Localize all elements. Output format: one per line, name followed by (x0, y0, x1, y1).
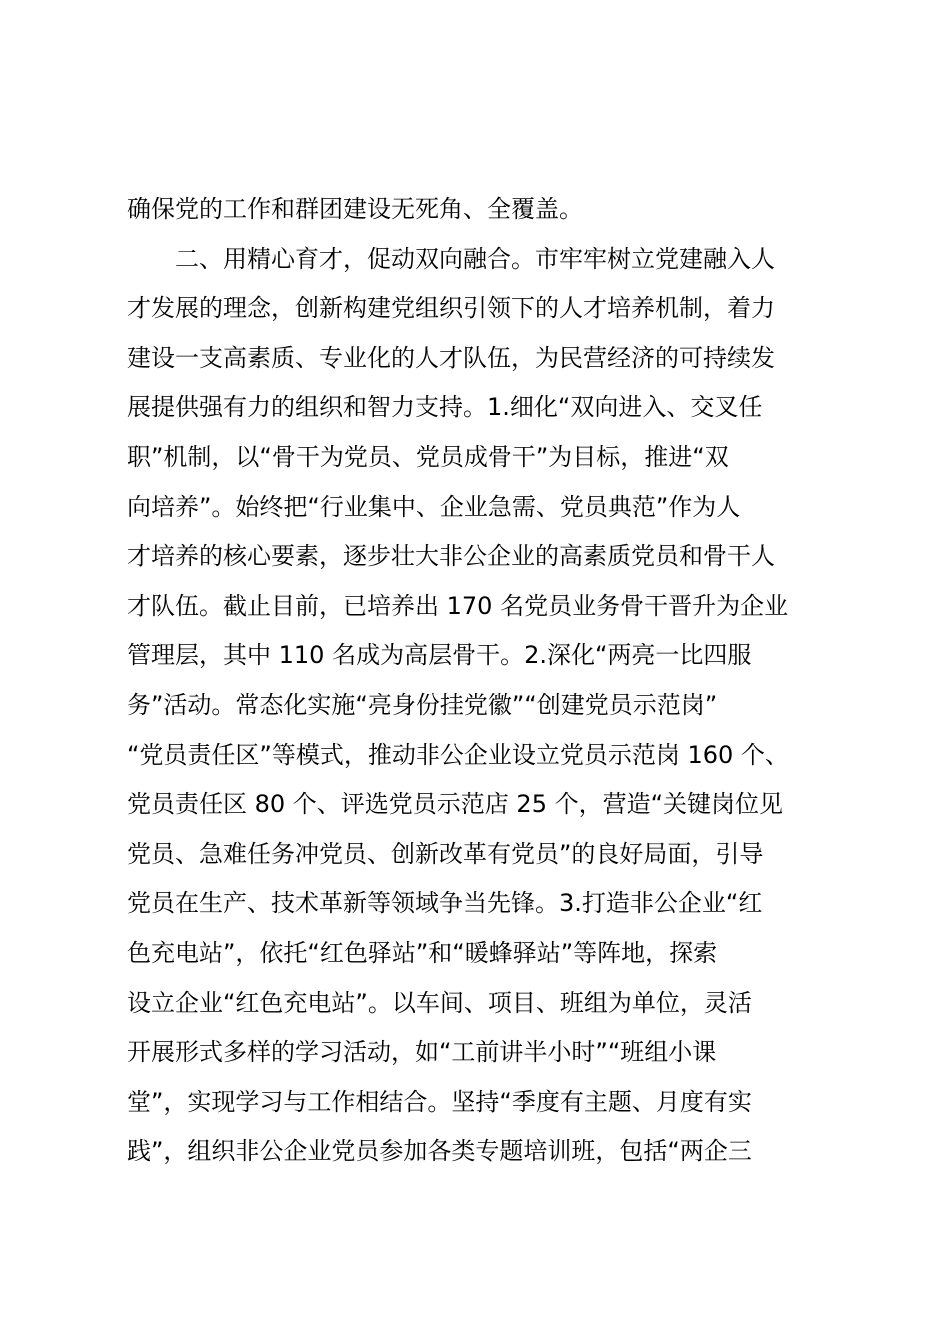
text-line: 建设一支高素质、专业化的人才队伍，为民营经济的可持续发 (127, 343, 775, 372)
text-line: 践”，组织非公企业党员参加各类专题培训班，包括“两企三 (127, 1137, 752, 1166)
body-text (127, 185, 847, 1177)
text-line: 才发展的理念，创新构建党组织引领下的人才培养机制，着力 (127, 294, 775, 323)
text-line: 才队伍。截止目前，已培养出 170 名党员业务骨干晋升为企业 (127, 591, 789, 620)
text-line: 管理层，其中 110 名成为高层骨干。2.深化“两亮一比四服 (127, 641, 752, 670)
text-line: 才培养的核心要素，逐步壮大非公企业的高素质党员和骨干人 (127, 542, 775, 571)
text-line: 确保党的工作和群团建设无死角、全覆盖。 (127, 195, 583, 223)
text-line: 设立企业“红色充电站”。以车间、项目、班组为单位，灵活 (127, 988, 752, 1017)
text-line: 堂”，实现学习与工作相结合。坚持“季度有主题、月度有实 (127, 1087, 752, 1116)
text-line: 色充电站”，依托“红色驿站”和“暖蜂驿站”等阵地，探索 (127, 938, 718, 967)
text-line: 党员责任区 80 个、评选党员示范店 25 个，营造“关键岗位见 (127, 790, 784, 819)
text-line: 党员在生产、技术革新等领域争当先锋。3.打造非公企业“红 (127, 889, 763, 918)
text-line: 开展形式多样的学习活动，如“工前讲半小时”“班组小课 (127, 1038, 717, 1067)
text-line: 职”机制，以“骨干为党员、党员成骨干”为目标，推进“双 (127, 442, 729, 471)
text-line: 党员、急难任务冲党员、创新改革有党员”的良好局面，引导 (127, 839, 764, 868)
text-line: 展提供强有力的组织和智力支持。1.细化“双向进入、交叉任 (127, 393, 763, 422)
text-line: “党员责任区”等模式，推动非公企业设立党员示范岗 160 个、 (127, 740, 789, 769)
text-line: 务”活动。常态化实施“亮身份挂党徽”“创建党员示范岗” (127, 690, 718, 719)
text-line: 向培养”。始终把“行业集中、企业急需、党员典范”作为人 (127, 492, 741, 521)
text-line: 二、用精心育才，促动双向融合。市牢牢树立党建融入人 (127, 244, 775, 273)
